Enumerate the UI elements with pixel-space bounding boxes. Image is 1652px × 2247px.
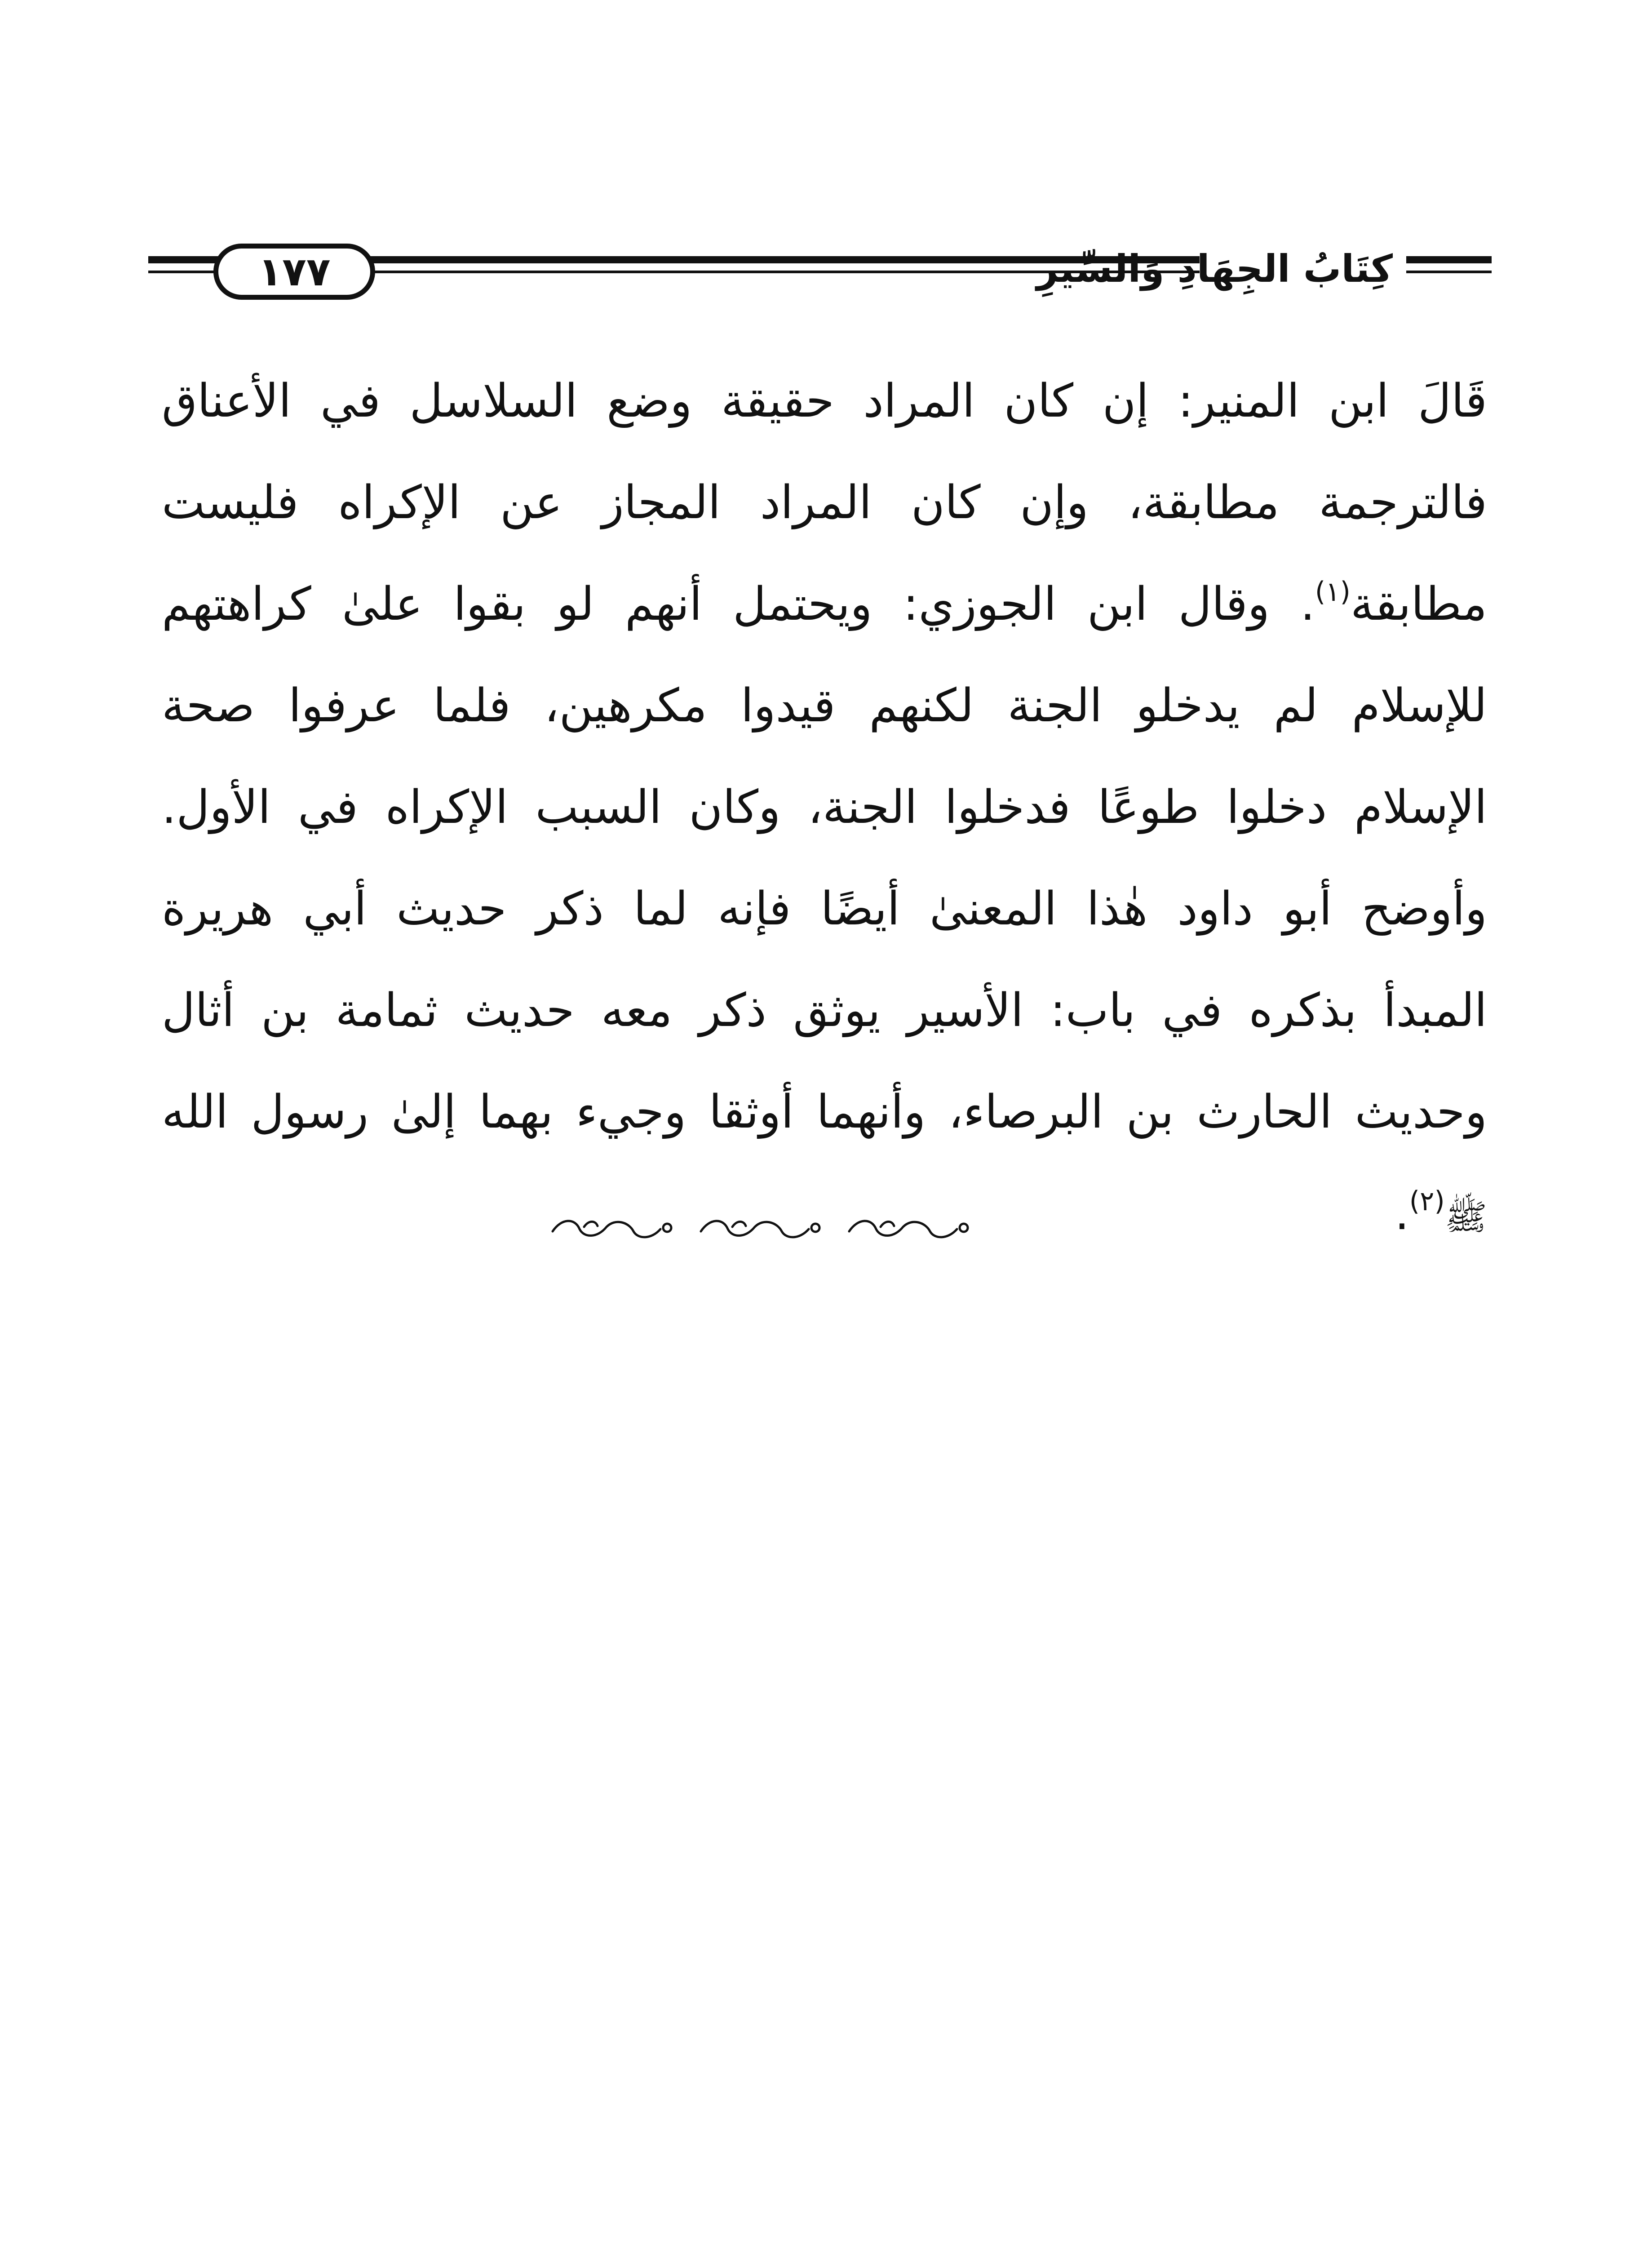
running-title: كِتَابُ الجِهَادِ وَالسِّيَرِ [1036,247,1393,291]
text-segment: . [1395,1187,1409,1240]
header-rule-left-thin [148,271,220,273]
page-number: ١٧٧ [213,244,375,300]
footnote-ref-2[interactable]: (٢) [1409,1186,1445,1217]
text-segment: مطابقة [1350,577,1487,631]
text-line: المبدأ بذكره في باب: الأسير يوثق ذكر معه حديث ثمامة بن أثال [162,984,1487,1037]
salutation-glyph: ﷺ [1444,1197,1487,1238]
text-line: قَالَ ابن المنير: إن كان المراد حقيقة وضع السلاسل في الأعناق [162,374,1487,428]
text-segment: . وقال ابن الجوزي: ويحتمل أنهم لو بقوا علىٰ كراهتهم [162,577,1315,631]
floral-divider-icon [539,1213,988,1245]
text-line [162,554,1487,655]
text-line: وأوضح أبو داود هٰذا المعنىٰ أيضًا فإنه لما ذكر حديث أبي هريرة [162,882,1487,936]
text-line: فالترجمة مطابقة، وإن كان المراد المجاز عن الإكراه فليست [162,476,1487,529]
text-line: الإسلام دخلوا طوعًا فدخلوا الجنة، وكان السبب الإكراه في الأول. [162,781,1487,834]
header-rule-right-thin [1406,271,1492,273]
main-text [162,351,1487,1265]
text-line: للإسلام لم يدخلو الجنة لكنهم قيدوا مكرهين، فلما عرفوا صحة [162,679,1487,733]
header-rule-right-thick [1406,256,1492,263]
page-header [148,234,1492,315]
footnote-ref-1[interactable]: (١) [1315,576,1351,608]
header-rule-left-thick [148,256,220,263]
text-line: وحديث الحارث بن البرصاء، وأنهما أوثقا وجيء بهما إلىٰ رسول الله [162,1085,1487,1139]
